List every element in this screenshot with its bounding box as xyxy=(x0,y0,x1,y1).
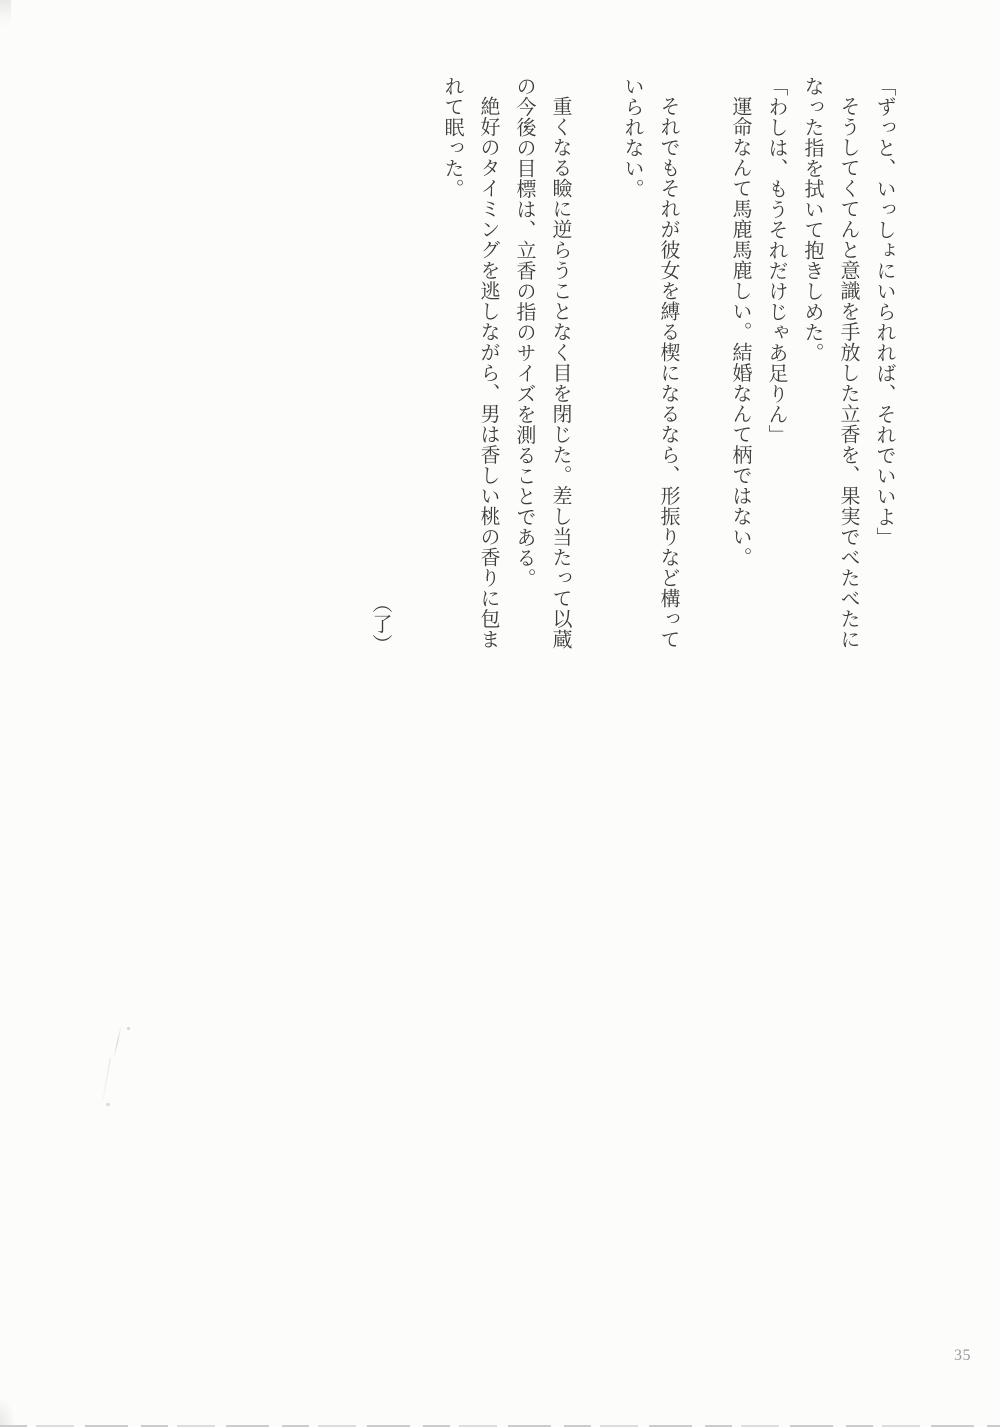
text-line: 「ずっと、いっしょにいられれば、それでいいよ」 xyxy=(873,76,895,548)
text-line: 「わしは、もうそれだけじゃあ足りん」 xyxy=(765,76,787,445)
blank-line xyxy=(686,76,722,654)
scan-artifact-scratch xyxy=(102,1058,111,1102)
blank-line xyxy=(578,76,614,654)
text-line: れて眠った。 xyxy=(441,76,463,199)
text-line: の今後の目標は、立香の指のサイズを測ることである。 xyxy=(513,76,535,589)
text-line: それでもそれが彼女を縛る楔になるなら、形振りなど構って xyxy=(657,96,679,650)
scan-artifact-top-left-smudge xyxy=(0,0,11,28)
text-line: 重くなる瞼に逆らうことなく目を閉じた。差し当たって以蔵 xyxy=(549,96,571,650)
scan-artifact-bottom-edge xyxy=(0,1423,1000,1427)
scan-artifact-speck xyxy=(106,1103,110,1106)
scan-artifact-corner-shade xyxy=(0,1397,16,1425)
text-line: そうしてくてんと意識を手放した立香を、果実でべたべたに xyxy=(837,96,859,650)
blank-line xyxy=(398,76,434,654)
text-line: 絶好のタイミングを逃しながら、男は香しい桃の香りに包ま xyxy=(477,96,499,650)
vertical-text-block xyxy=(362,76,902,654)
page-number: 35 xyxy=(954,1347,971,1364)
text-line: （了） xyxy=(369,592,391,654)
scan-artifact-scratch xyxy=(113,1026,121,1057)
text-line: いられない。 xyxy=(621,76,643,199)
scan-artifact-speck xyxy=(127,1027,130,1030)
text-line: なった指を拭いて抱きしめた。 xyxy=(801,76,823,363)
text-line: 運命なんて馬鹿馬鹿しい。結婚なんて柄ではない。 xyxy=(729,96,751,568)
